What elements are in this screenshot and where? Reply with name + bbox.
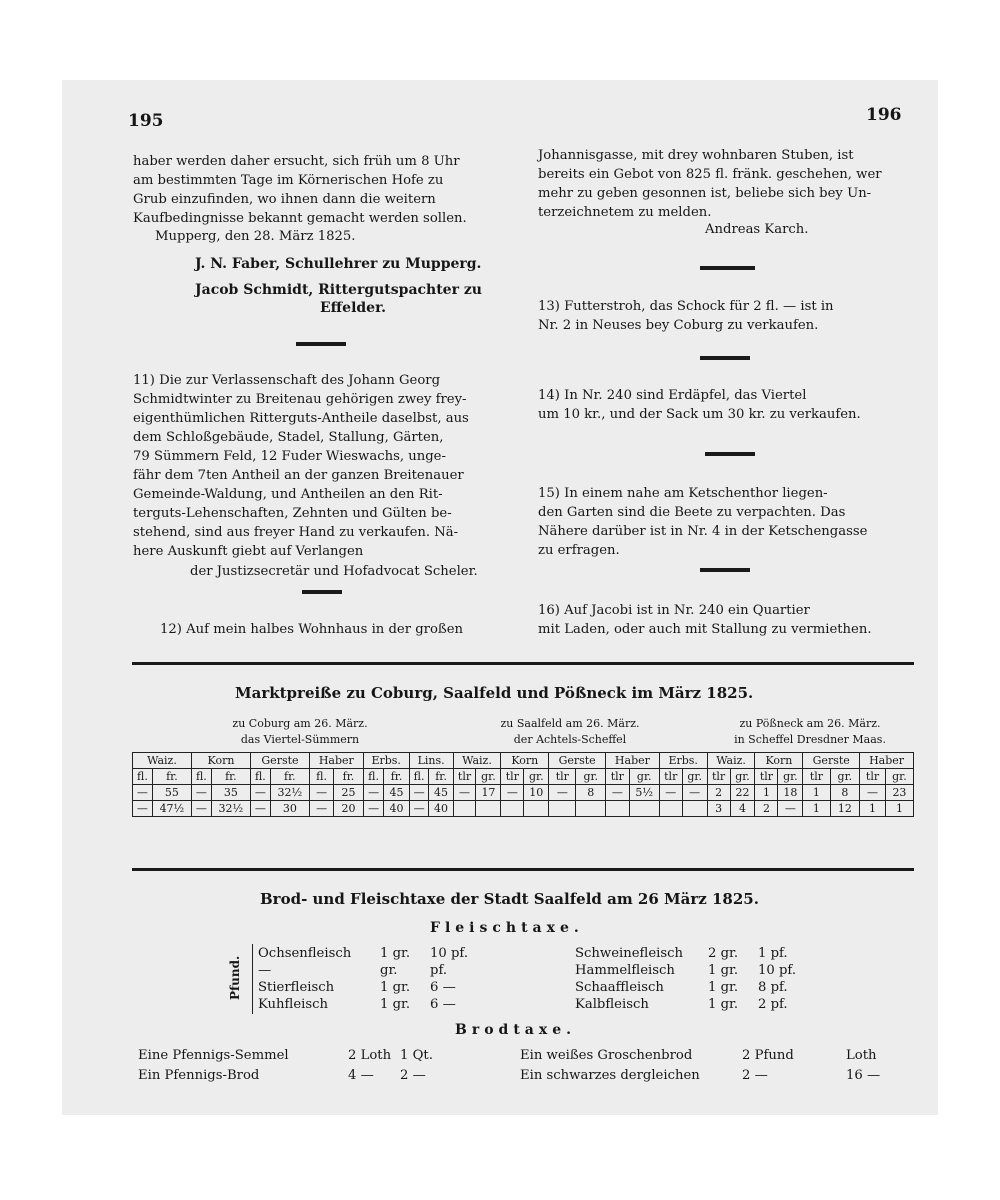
table-cell: 30 [270, 801, 309, 817]
table-cell: 22 [730, 785, 755, 801]
separator-rule [700, 266, 755, 270]
table-cell: 2 [755, 801, 778, 817]
table-cell: — [363, 785, 384, 801]
grain-header-cell: Lins. [409, 753, 453, 769]
text-line: 11) Die zur Verlassenschaft des Johann Georg [133, 373, 441, 388]
taxe-name: Ein Pfennigs-Brod [138, 1068, 260, 1083]
text-line: Johannisgasse, mit drey wohnbaren Stuben, ist [538, 148, 854, 163]
unit-header-row [133, 769, 914, 785]
text-line: stehend, sind aus freyer Hand zu verkaufen. Nä- [133, 525, 459, 540]
unit-header-cell: tlr [453, 769, 476, 785]
taxe-name: — [258, 963, 272, 978]
taxe-gr: 1 gr. [708, 980, 739, 995]
table-cell: — [778, 801, 803, 817]
text-line: um 10 kr., und der Sack um 30 kr. zu verkaufen. [538, 407, 861, 422]
unit-header-cell: fr. [270, 769, 309, 785]
table-cell: 8 [830, 785, 860, 801]
table-cell: 55 [152, 785, 191, 801]
bread-heading: Brodtaxe. [455, 1022, 577, 1038]
place-date: Mupperg, den 28. März 1825. [155, 229, 356, 244]
table-cell: — [606, 785, 630, 801]
table-cell [682, 801, 707, 817]
taxe-v2: 16 — [846, 1068, 881, 1083]
unit-header-cell: gr. [629, 769, 659, 785]
taxe-pf: 10 pf. [430, 946, 469, 961]
taxe-pf: 10 pf. [758, 963, 797, 978]
brace-line [252, 944, 253, 1014]
unit-header-cell: gr. [885, 769, 913, 785]
table-cell: 3 [707, 801, 730, 817]
taxe-name: Kalbfleisch [575, 997, 649, 1012]
table-cell [549, 801, 576, 817]
table-cell: 23 [885, 785, 913, 801]
grain-header-cell: Korn [501, 753, 549, 769]
table-cell: — [133, 801, 153, 817]
separator-rule [700, 568, 750, 572]
table-cell: 1 [755, 785, 778, 801]
table-cell: — [309, 801, 333, 817]
unit-header-cell: fl. [363, 769, 384, 785]
taxe-v2: 1 Qt. [400, 1048, 433, 1063]
taxe-gr: 1 gr. [708, 997, 739, 1012]
taxe-pf: 1 pf. [758, 946, 788, 961]
taxe-pf: pf. [430, 963, 448, 978]
section-rule-top [132, 662, 914, 665]
bread-title: Brod- und Fleischtaxe der Stadt Saalfeld am 26 März 1825. [260, 890, 759, 908]
unit-header-cell: tlr [803, 769, 830, 785]
taxe-v1: 2 Pfund [742, 1048, 794, 1063]
market-price-table [132, 752, 914, 817]
table-cell: 18 [778, 785, 803, 801]
taxe-gr: 2 gr. [708, 946, 739, 961]
grain-header-cell: Erbs. [659, 753, 707, 769]
table-cell: 10 [524, 785, 549, 801]
taxe-pf: 6 — [430, 997, 456, 1012]
table-row [133, 801, 914, 817]
text-line: mehr zu geben gesonnen ist, beliebe sich bey Un- [538, 186, 872, 201]
table-cell: 17 [476, 785, 501, 801]
grain-header-cell: Gerste [549, 753, 606, 769]
separator-rule [296, 342, 346, 346]
table-cell: 8 [576, 785, 606, 801]
text-line: mit Laden, oder auch mit Stallung zu vermiethen. [538, 622, 872, 637]
table-cell [606, 801, 630, 817]
unit-header-cell: gr. [730, 769, 755, 785]
table-cell: 40 [429, 801, 453, 817]
table-cell: — [191, 801, 211, 817]
table-cell: — [363, 801, 384, 817]
unit-header-cell: gr. [524, 769, 549, 785]
taxe-pf: 6 — [430, 980, 456, 995]
table-cell [453, 801, 476, 817]
taxe-name: Ein weißes Groschenbrod [520, 1048, 693, 1063]
table-cell: — [250, 801, 270, 817]
table-cell: — [409, 801, 429, 817]
separator-rule [705, 452, 755, 456]
text-line: 13) Futterstroh, das Schock für 2 fl. — ist in [538, 299, 834, 314]
pfund-label: Pfund. [228, 955, 242, 1000]
table-cell: — [250, 785, 270, 801]
table-cell: 35 [211, 785, 250, 801]
table-cell [576, 801, 606, 817]
poessneck-header-2: in Scheffel Dresdner Maas. [734, 733, 886, 746]
signer-schmidt-place: Effelder. [320, 300, 387, 316]
text-line: terzeichnetem zu melden. [538, 205, 712, 220]
meat-heading: Fleischtaxe. [430, 920, 584, 936]
unit-header-cell: gr. [830, 769, 860, 785]
unit-header-cell: tlr [755, 769, 778, 785]
unit-header-cell: fl. [309, 769, 333, 785]
text-line: Gemeinde-Waldung, und Antheilen an den Rit- [133, 487, 443, 502]
grain-header-cell: Haber [860, 753, 914, 769]
text-line: here Auskunft giebt auf Verlangen [133, 544, 364, 559]
table-cell: 4 [730, 801, 755, 817]
text-line: zu erfragen. [538, 543, 620, 558]
table-cell: — [133, 785, 153, 801]
taxe-pf: 8 pf. [758, 980, 788, 995]
market-title: Marktpreiße zu Coburg, Saalfeld und Pößneck im März 1825. [235, 684, 754, 702]
text-line: fähr dem 7ten Antheil an der ganzen Breitenauer [133, 468, 464, 483]
taxe-v1: 4 — [348, 1068, 374, 1083]
saalfeld-header-1: zu Saalfeld am 26. März. [500, 717, 640, 730]
text-line: Nr. 2 in Neuses bey Coburg zu verkaufen. [538, 318, 819, 333]
unit-header-cell: tlr [606, 769, 630, 785]
text-line: dem Schloßgebäude, Stadel, Stallung, Gärten, [133, 430, 444, 445]
text-line: 79 Sümmern Feld, 12 Fuder Wieswachs, unge- [133, 449, 446, 464]
signer-faber: J. N. Faber, Schullehrer zu Mupperg. [195, 256, 482, 272]
item-11-signer: der Justizsecretär und Hofadvocat Scheler. [190, 564, 478, 579]
table-cell: 45 [429, 785, 453, 801]
grain-header-cell: Waiz. [133, 753, 192, 769]
coburg-header-1: zu Coburg am 26. März. [232, 717, 368, 730]
poessneck-header-1: zu Pößneck am 26. März. [739, 717, 881, 730]
unit-header-cell: fr. [429, 769, 453, 785]
table-cell [476, 801, 501, 817]
unit-header-cell: tlr [707, 769, 730, 785]
grain-header-cell: Gerste [250, 753, 309, 769]
taxe-name: Stierfleisch [258, 980, 335, 995]
grain-header-cell: Erbs. [363, 753, 409, 769]
text-line: bereits ein Gebot von 825 fl. fränk. geschehen, wer [538, 167, 882, 182]
taxe-pf: 2 pf. [758, 997, 788, 1012]
taxe-name: Eine Pfennigs-Semmel [138, 1048, 289, 1063]
signer-schmidt: Jacob Schmidt, Rittergutspachter zu [195, 282, 482, 298]
table-cell: 32½ [211, 801, 250, 817]
taxe-name: Ochsenfleisch [258, 946, 352, 961]
unit-header-cell: fl. [133, 769, 153, 785]
taxe-gr: 1 gr. [380, 980, 411, 995]
table-cell: — [191, 785, 211, 801]
unit-header-cell: tlr [549, 769, 576, 785]
taxe-gr: 1 gr. [380, 946, 411, 961]
table-cell: 1 [885, 801, 913, 817]
grain-header-row [133, 753, 914, 769]
separator-rule [700, 356, 750, 360]
taxe-name: Kuhfleisch [258, 997, 329, 1012]
coburg-header-2: das Viertel-Sümmern [240, 733, 360, 746]
table-cell: 1 [803, 801, 830, 817]
unit-header-cell: fr. [211, 769, 250, 785]
text-line: 14) In Nr. 240 sind Erdäpfel, das Viertel [538, 388, 807, 403]
table-cell: 47½ [152, 801, 191, 817]
separator-rule [302, 590, 342, 594]
table-cell: — [409, 785, 429, 801]
grain-header-cell: Haber [309, 753, 363, 769]
signer-karch: Andreas Karch. [705, 222, 809, 237]
section-rule-bottom [132, 868, 914, 871]
text-line: den Garten sind die Beete zu verpachten. Das [538, 505, 846, 520]
table-cell: — [659, 785, 682, 801]
unit-header-cell: fl. [191, 769, 211, 785]
taxe-v2: 2 — [400, 1068, 426, 1083]
taxe-gr: gr. [380, 963, 398, 978]
page-number-right: 196 [866, 105, 902, 125]
grain-header-cell: Haber [606, 753, 660, 769]
table-cell: 40 [384, 801, 409, 817]
table-cell: — [682, 785, 707, 801]
table-cell: 12 [830, 801, 860, 817]
taxe-name: Schweinefleisch [575, 946, 683, 961]
table-cell: — [860, 785, 886, 801]
table-cell: 45 [384, 785, 409, 801]
unit-header-cell: gr. [476, 769, 501, 785]
table-cell: 20 [334, 801, 363, 817]
taxe-v2: Loth [846, 1048, 877, 1063]
unit-header-cell: tlr [860, 769, 886, 785]
text-line: haber werden daher ersucht, sich früh um 8 Uhr [133, 154, 460, 169]
taxe-gr: 1 gr. [380, 997, 411, 1012]
table-cell: 5½ [629, 785, 659, 801]
table-cell: — [549, 785, 576, 801]
unit-header-cell: tlr [501, 769, 524, 785]
taxe-v1: 2 Loth [348, 1048, 392, 1063]
saalfeld-header-2: der Achtels-Scheffel [513, 733, 627, 746]
grain-header-cell: Korn [755, 753, 803, 769]
table-cell [659, 801, 682, 817]
text-line: Kaufbedingnisse bekannt gemacht werden sollen. [133, 211, 467, 226]
text-line: terguts-Lehenschaften, Zehnten und Gülten be- [133, 506, 452, 521]
table-cell: 32½ [270, 785, 309, 801]
table-cell: — [453, 785, 476, 801]
taxe-name: Schaaffleisch [575, 980, 664, 995]
table-cell: 1 [860, 801, 886, 817]
page-number-left: 195 [128, 111, 164, 131]
unit-header-cell: fl. [250, 769, 270, 785]
taxe-name: Ein schwarzes dergleichen [520, 1068, 700, 1083]
unit-header-cell: tlr [659, 769, 682, 785]
unit-header-cell: fr. [334, 769, 363, 785]
grain-header-cell: Waiz. [707, 753, 755, 769]
unit-header-cell: fl. [409, 769, 429, 785]
table-cell [629, 801, 659, 817]
table-row [133, 785, 914, 801]
grain-header-cell: Korn [191, 753, 250, 769]
taxe-gr: 1 gr. [708, 963, 739, 978]
text-line: Nähere darüber ist in Nr. 4 in der Ketschengasse [538, 524, 868, 539]
table-cell [524, 801, 549, 817]
table-cell: 1 [803, 785, 830, 801]
table-cell: — [309, 785, 333, 801]
text-line: Schmidtwinter zu Breitenau gehörigen zwey frey- [133, 392, 467, 407]
unit-header-cell: fr. [384, 769, 409, 785]
taxe-name: Hammelfleisch [575, 963, 675, 978]
table-cell: 25 [334, 785, 363, 801]
grain-header-cell: Waiz. [453, 753, 501, 769]
text-line: 15) In einem nahe am Ketschenthor liegen- [538, 486, 828, 501]
text-line: Grub einzufinden, wo ihnen dann die weitern [133, 192, 436, 207]
text-line: 16) Auf Jacobi ist in Nr. 240 ein Quartier [538, 603, 810, 618]
table-cell: — [501, 785, 524, 801]
unit-header-cell: gr. [682, 769, 707, 785]
taxe-v1: 2 — [742, 1068, 768, 1083]
unit-header-cell: gr. [778, 769, 803, 785]
item-12-text: 12) Auf mein halbes Wohnhaus in der großen [160, 622, 464, 637]
table-cell: 2 [707, 785, 730, 801]
text-line: eigenthümlichen Ritterguts-Antheile daselbst, aus [133, 411, 469, 426]
grain-header-cell: Gerste [803, 753, 860, 769]
table-cell [501, 801, 524, 817]
text-line: am bestimmten Tage im Körnerischen Hofe zu [133, 173, 444, 188]
unit-header-cell: gr. [576, 769, 606, 785]
unit-header-cell: fr. [152, 769, 191, 785]
